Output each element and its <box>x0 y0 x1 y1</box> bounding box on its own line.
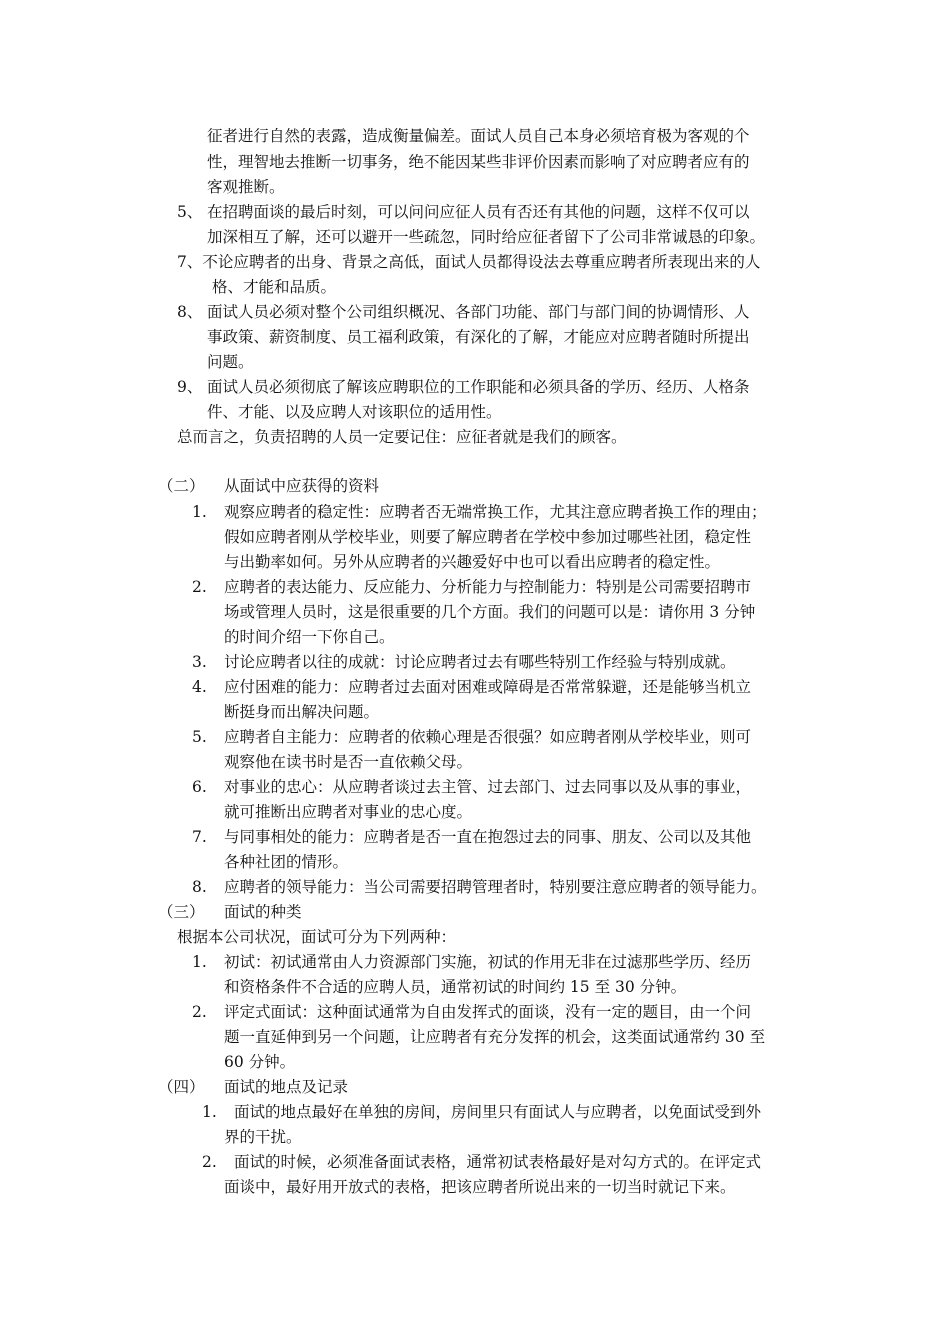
text-line: 加深相互了解，还可以避开一些疏忽，同时给应征者留下了公司非常诚恳的印象。 <box>207 228 766 246</box>
text-line: 与出勤率如何。另外从应聘者的兴趣爱好中也可以看出应聘者的稳定性。 <box>224 553 721 571</box>
text-line: 与同事相处的能力：应聘者是否一直在抱怨过去的同事、朋友、公司以及其他 <box>224 828 752 846</box>
list-number: 9、 <box>177 378 203 396</box>
text-line: 断挺身而出解决问题。 <box>224 703 380 721</box>
list-number: 2. <box>192 578 207 596</box>
text-line: 观察他在读书时是否一直依赖父母。 <box>224 753 473 771</box>
list-number: 1. <box>192 503 207 521</box>
list-number: 8、 <box>177 303 203 321</box>
text-line: 面试人员必须彻底了解该应聘职位的工作职能和必须具备的学历、经历、人格条 <box>207 378 750 396</box>
list-number: 4. <box>192 678 207 696</box>
text-line: 60 分钟。 <box>224 1053 296 1071</box>
section-label: （四） <box>158 1078 205 1096</box>
text-line: 各种社团的情形。 <box>224 853 349 871</box>
text-line: 问题。 <box>207 353 254 371</box>
text-line: 对事业的忠心：从应聘者谈过去主管、过去部门、过去同事以及从事的事业， <box>224 778 752 796</box>
text-line: 事政策、薪资制度、员工福利政策，有深化的了解，才能应对应聘者随时所提出 <box>207 328 750 346</box>
list-number: 2. <box>192 1003 207 1021</box>
list-number: 1. <box>192 953 207 971</box>
text-line: 面试的地点最好在单独的房间，房间里只有面试人与应聘者，以免面试受到外 <box>234 1103 762 1121</box>
list-number: 5. <box>192 728 207 746</box>
section-title: 面试的种类 <box>224 903 302 921</box>
text-line: 性，理智地去推断一切事务，绝不能因某些非评价因素而影响了对应聘者应有的 <box>207 153 750 171</box>
text-line: 面试人员必须对整个公司组织概况、各部门功能、部门与部门间的协调情形、人 <box>207 303 750 321</box>
text-line: 题一直延伸到另一个问题，让应聘者有充分发挥的机会，这类面试通常约 30 至 <box>224 1028 766 1046</box>
text-line: 假如应聘者刚从学校毕业，则要了解应聘者在学校中参加过哪些社团，稳定性 <box>224 528 752 546</box>
text-line: 征者进行自然的表露，造成衡量偏差。面试人员自己本身必须培育极为客观的个 <box>207 127 750 145</box>
list-number: 2. <box>202 1153 217 1171</box>
list-number: 6. <box>192 778 207 796</box>
section-label: （三） <box>158 903 205 921</box>
text-line: 应付困难的能力：应聘者过去面对困难或障碍是否常常躲避，还是能够当机立 <box>224 678 752 696</box>
text-line: 场或管理人员时，这是很重要的几个方面。我们的问题可以是：请你用 3 分钟 <box>224 603 756 621</box>
text-line: 初试：初试通常由人力资源部门实施，初试的作用无非在过滤那些学历、经历 <box>224 953 752 971</box>
text-line: 格、才能和品质。 <box>212 278 337 296</box>
section-label: （二） <box>158 477 205 495</box>
text-line: 界的干扰。 <box>224 1128 302 1146</box>
section-intro: 根据本公司状况，面试可分为下列两种： <box>177 928 457 946</box>
text-line: 就可推断出应聘者对事业的忠心度。 <box>224 803 473 821</box>
summary-text: 总而言之，负责招聘的人员一定要记住：应征者就是我们的顾客。 <box>177 428 627 446</box>
text-line: 应聘者的表达能力、反应能力、分析能力与控制能力：特别是公司需要招聘市 <box>224 578 752 596</box>
text-line: 面试的时候，必须准备面试表格，通常初试表格最好是对勾方式的。在评定式 <box>234 1153 762 1171</box>
section-title: 面试的地点及记录 <box>224 1078 349 1096</box>
text-line: 应聘者的领导能力：当公司需要招聘管理者时，特别要注意应聘者的领导能力。 <box>224 878 767 896</box>
text-line: 的时间介绍一下你自己。 <box>224 628 395 646</box>
list-number: 3. <box>192 653 207 671</box>
text-line: 和资格条件不合适的应聘人员，通常初试的时间约 15 至 30 分钟。 <box>224 978 687 996</box>
list-number: 1. <box>202 1103 217 1121</box>
text-line: 观察应聘者的稳定性：应聘者否无端常换工作，尤其注意应聘者换工作的理由； <box>224 503 767 521</box>
list-number: 7. <box>192 828 207 846</box>
list-number: 5、 <box>177 203 203 221</box>
text-line: 面谈中，最好用开放式的表格，把该应聘者所说出来的一切当时就记下来。 <box>224 1178 736 1196</box>
text-line: 在招聘面谈的最后时刻，可以问问应征人员有否还有其他的问题，这样不仅可以 <box>207 203 750 221</box>
text-line: 7、不论应聘者的出身、背景之高低，面试人员都得设法去尊重应聘者所表现出来的人 <box>177 253 761 271</box>
text-line: 客观推断。 <box>207 178 285 196</box>
section-title: 从面试中应获得的资料 <box>224 477 380 495</box>
text-line: 件、才能、以及应聘人对该职位的适用性。 <box>207 403 502 421</box>
text-line: 评定式面试：这种面试通常为自由发挥式的面谈，没有一定的题目，由一个问 <box>224 1003 752 1021</box>
text-line: 应聘者自主能力：应聘者的依赖心理是否很强？如应聘者刚从学校毕业，则可 <box>224 728 752 746</box>
list-number: 8. <box>192 878 207 896</box>
text-line: 讨论应聘者以往的成就：讨论应聘者过去有哪些特别工作经验与特别成就。 <box>224 653 736 671</box>
